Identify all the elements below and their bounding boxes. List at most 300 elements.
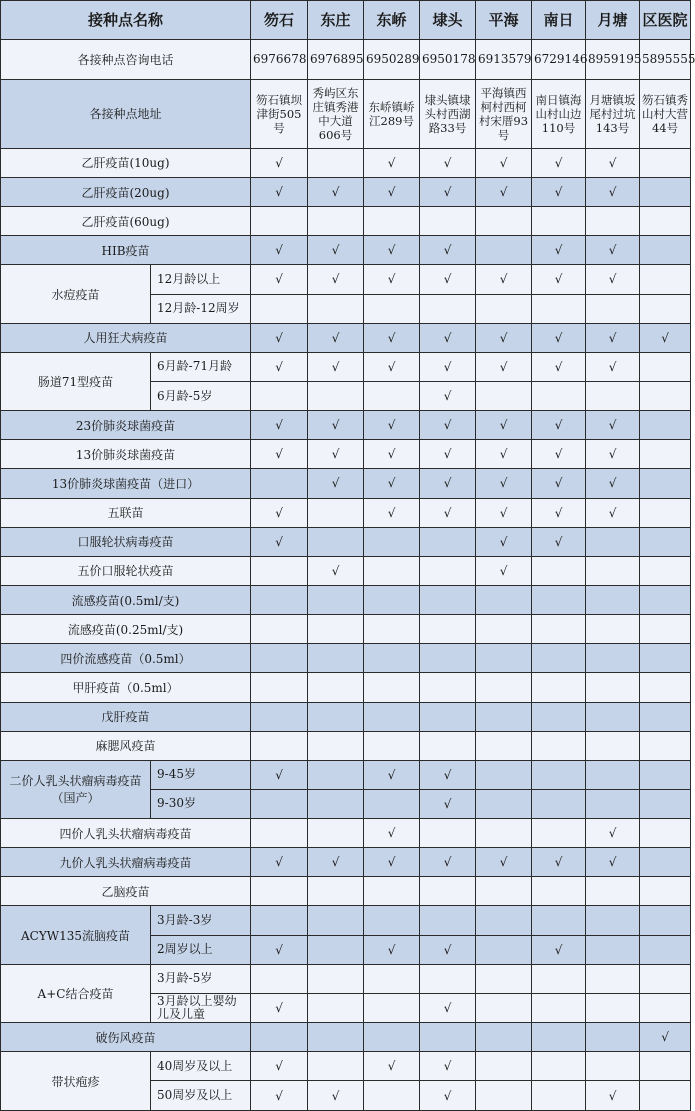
- availability-cell: [586, 207, 640, 236]
- availability-cell: [308, 469, 364, 498]
- availability-cell: [586, 585, 640, 614]
- check-mark: √: [275, 418, 283, 433]
- availability-cell: [251, 527, 308, 556]
- availability-cell: [420, 381, 476, 410]
- check-mark: √: [443, 1000, 452, 1015]
- check-mark: √: [554, 447, 563, 462]
- availability-cell: [364, 527, 420, 556]
- check-mark: √: [499, 418, 508, 433]
- availability-cell: [640, 906, 691, 935]
- availability-cell: [476, 148, 532, 177]
- availability-cell: [586, 469, 640, 498]
- availability-cell: [532, 702, 586, 731]
- check-mark: √: [443, 359, 452, 374]
- availability-cell: [251, 1052, 308, 1081]
- availability-cell: [420, 993, 476, 1022]
- availability-cell: [532, 760, 586, 789]
- vaccine-row: [1, 527, 691, 556]
- availability-cell: [364, 906, 420, 935]
- vaccine-name: 甲肝疫苗（0.5ml）: [1, 673, 251, 702]
- vaccine-row: [1, 236, 691, 265]
- availability-cell: [586, 848, 640, 877]
- check-mark: √: [275, 272, 283, 287]
- vaccine-row: [1, 265, 691, 294]
- availability-cell: [308, 498, 364, 527]
- availability-cell: [364, 731, 420, 760]
- availability-cell: [364, 236, 420, 265]
- availability-cell: [420, 469, 476, 498]
- availability-cell: [308, 207, 364, 236]
- availability-cell: [640, 207, 691, 236]
- availability-cell: [251, 207, 308, 236]
- age-group: 9-45岁: [151, 760, 251, 789]
- availability-cell: [420, 498, 476, 527]
- vaccine-name: 乙脑疫苗: [1, 877, 251, 906]
- availability-cell: [532, 615, 586, 644]
- availability-cell: [251, 177, 308, 206]
- check-mark: √: [275, 1000, 283, 1015]
- check-mark: √: [443, 418, 452, 433]
- availability-cell: [420, 148, 476, 177]
- check-mark: √: [608, 243, 617, 258]
- check-mark: √: [443, 505, 452, 520]
- availability-cell: [420, 585, 476, 614]
- check-mark: √: [331, 185, 340, 200]
- availability-cell: [640, 702, 691, 731]
- check-mark: √: [387, 155, 396, 170]
- check-mark: √: [387, 243, 396, 258]
- site-address: 平海镇西柯村西柯村宋厝93号: [476, 79, 532, 148]
- availability-cell: [308, 615, 364, 644]
- availability-cell: [640, 556, 691, 585]
- availability-cell: [476, 906, 532, 935]
- check-mark: √: [554, 476, 563, 491]
- vaccine-row: [1, 498, 691, 527]
- availability-cell: [586, 1023, 640, 1052]
- site-name: 东峤: [364, 1, 420, 40]
- availability-cell: [476, 819, 532, 848]
- availability-cell: [308, 556, 364, 585]
- availability-cell: [308, 236, 364, 265]
- vaccine-name: 乙肝疫苗(60ug): [1, 207, 251, 236]
- availability-cell: [476, 323, 532, 352]
- availability-cell: [308, 877, 364, 906]
- check-mark: √: [275, 1059, 283, 1074]
- availability-cell: [251, 760, 308, 789]
- check-mark: √: [275, 1088, 283, 1103]
- vaccine-name: 流感疫苗(0.5ml/支): [1, 585, 251, 614]
- availability-cell: [640, 440, 691, 469]
- availability-cell: [586, 352, 640, 381]
- site-name: 平海: [476, 1, 532, 40]
- availability-cell: [586, 906, 640, 935]
- check-mark: √: [499, 359, 508, 374]
- availability-cell: [586, 323, 640, 352]
- availability-cell: [308, 411, 364, 440]
- site-address: 笏石镇坝津街505号: [251, 79, 308, 148]
- availability-cell: [532, 731, 586, 760]
- vaccine-name: HIB疫苗: [1, 236, 251, 265]
- address-row: [1, 79, 691, 148]
- site-name: 月塘: [586, 1, 640, 40]
- availability-cell: [586, 148, 640, 177]
- availability-cell: [476, 585, 532, 614]
- availability-cell: [308, 1081, 364, 1111]
- availability-cell: [532, 352, 586, 381]
- availability-cell: [532, 440, 586, 469]
- availability-cell: [640, 935, 691, 964]
- availability-cell: [640, 1023, 691, 1052]
- availability-cell: [532, 148, 586, 177]
- check-mark: √: [443, 1059, 452, 1074]
- check-mark: √: [331, 418, 340, 433]
- availability-cell: [251, 1081, 308, 1111]
- age-group: 3月龄-5岁: [151, 964, 251, 993]
- check-mark: √: [499, 855, 508, 870]
- availability-cell: [420, 644, 476, 673]
- availability-cell: [308, 993, 364, 1022]
- availability-cell: [532, 848, 586, 877]
- availability-cell: [476, 556, 532, 585]
- check-mark: √: [275, 359, 283, 374]
- availability-cell: [586, 993, 640, 1022]
- check-mark: √: [331, 272, 340, 287]
- age-group: 3月龄以上婴幼儿及儿童: [151, 993, 251, 1022]
- availability-cell: [420, 935, 476, 964]
- availability-cell: [476, 760, 532, 789]
- check-mark: √: [387, 418, 396, 433]
- phone-number: 5895555: [640, 39, 691, 79]
- availability-cell: [532, 935, 586, 964]
- availability-cell: [364, 789, 420, 818]
- vaccine-name: 五联苗: [1, 498, 251, 527]
- check-mark: √: [387, 272, 396, 287]
- phone-number: 6950178: [420, 39, 476, 79]
- availability-cell: [586, 527, 640, 556]
- availability-cell: [420, 1023, 476, 1052]
- check-mark: √: [661, 330, 669, 345]
- vaccine-name: 九价人乳头状瘤病毒疫苗: [1, 848, 251, 877]
- availability-cell: [364, 323, 420, 352]
- vaccine-name: 破伤风疫苗: [1, 1023, 251, 1052]
- phone-row: [1, 39, 691, 79]
- availability-cell: [251, 731, 308, 760]
- check-mark: √: [387, 185, 396, 200]
- check-mark: √: [443, 447, 452, 462]
- availability-cell: [364, 935, 420, 964]
- availability-cell: [308, 1023, 364, 1052]
- availability-cell: [586, 440, 640, 469]
- age-group: 3月龄-3岁: [151, 906, 251, 935]
- vaccine-row: [1, 1052, 691, 1081]
- availability-cell: [532, 789, 586, 818]
- vaccine-name: 麻腮风疫苗: [1, 731, 251, 760]
- vaccine-row: [1, 440, 691, 469]
- availability-cell: [476, 527, 532, 556]
- site-address: 秀屿区东庄镇秀港中大道606号: [308, 79, 364, 148]
- check-mark: √: [443, 185, 452, 200]
- availability-cell: [586, 411, 640, 440]
- availability-cell: [308, 381, 364, 410]
- check-mark: √: [443, 855, 452, 870]
- vaccine-name: 肠道71型疫苗: [1, 352, 151, 410]
- availability-cell: [532, 1052, 586, 1081]
- check-mark: √: [554, 155, 563, 170]
- age-group: 50周岁及以上: [151, 1081, 251, 1111]
- check-mark: √: [331, 243, 340, 258]
- availability-cell: [476, 411, 532, 440]
- vaccine-name: 带状疱疹: [1, 1052, 151, 1111]
- availability-cell: [640, 760, 691, 789]
- vaccine-row: [1, 673, 691, 702]
- availability-cell: [364, 411, 420, 440]
- availability-cell: [251, 294, 308, 323]
- availability-cell: [308, 702, 364, 731]
- check-mark: √: [275, 185, 283, 200]
- availability-cell: [640, 731, 691, 760]
- check-mark: √: [499, 505, 508, 520]
- vaccine-row: [1, 702, 691, 731]
- availability-cell: [364, 964, 420, 993]
- availability-cell: [251, 644, 308, 673]
- availability-cell: [364, 615, 420, 644]
- availability-cell: [532, 527, 586, 556]
- availability-cell: [640, 1081, 691, 1111]
- availability-cell: [640, 673, 691, 702]
- check-mark: √: [608, 447, 617, 462]
- vaccine-row: [1, 148, 691, 177]
- age-group: 12月龄以上: [151, 265, 251, 294]
- availability-cell: [586, 1052, 640, 1081]
- availability-cell: [476, 1052, 532, 1081]
- check-mark: √: [387, 359, 396, 374]
- availability-cell: [586, 760, 640, 789]
- availability-cell: [251, 148, 308, 177]
- availability-cell: [308, 673, 364, 702]
- site-address: 埭头镇埭头村西湖路33号: [420, 79, 476, 148]
- availability-cell: [532, 993, 586, 1022]
- address-label: 各接种点地址: [1, 79, 251, 148]
- availability-cell: [420, 702, 476, 731]
- availability-cell: [476, 1023, 532, 1052]
- availability-cell: [308, 848, 364, 877]
- check-mark: √: [331, 563, 340, 578]
- availability-cell: [586, 615, 640, 644]
- check-mark: √: [275, 534, 283, 549]
- availability-cell: [251, 673, 308, 702]
- check-mark: √: [608, 359, 617, 374]
- availability-cell: [251, 265, 308, 294]
- phone-number: 6976678: [251, 39, 308, 79]
- availability-cell: [420, 265, 476, 294]
- check-mark: √: [499, 330, 508, 345]
- phone-number: 6950289: [364, 39, 420, 79]
- availability-cell: [640, 585, 691, 614]
- availability-cell: [420, 877, 476, 906]
- availability-cell: [476, 265, 532, 294]
- check-mark: √: [387, 476, 396, 491]
- check-mark: √: [275, 243, 283, 258]
- vaccine-row: [1, 819, 691, 848]
- availability-cell: [476, 352, 532, 381]
- availability-cell: [420, 673, 476, 702]
- availability-cell: [251, 906, 308, 935]
- availability-cell: [251, 469, 308, 498]
- availability-cell: [420, 411, 476, 440]
- availability-cell: [532, 673, 586, 702]
- availability-cell: [476, 498, 532, 527]
- availability-cell: [420, 964, 476, 993]
- check-mark: √: [275, 447, 283, 462]
- site-address: 东峤镇峤江289号: [364, 79, 420, 148]
- vaccine-name: 四价人乳头状瘤病毒疫苗: [1, 819, 251, 848]
- check-mark: √: [443, 1088, 452, 1103]
- availability-cell: [420, 440, 476, 469]
- availability-cell: [364, 148, 420, 177]
- availability-cell: [532, 265, 586, 294]
- availability-cell: [251, 848, 308, 877]
- check-mark: √: [331, 1088, 340, 1103]
- check-mark: √: [443, 796, 452, 811]
- availability-cell: [476, 644, 532, 673]
- check-mark: √: [387, 1059, 396, 1074]
- vaccine-name: 流感疫苗(0.25ml/支): [1, 615, 251, 644]
- availability-cell: [251, 702, 308, 731]
- availability-cell: [420, 323, 476, 352]
- availability-cell: [586, 673, 640, 702]
- check-mark: √: [499, 272, 508, 287]
- vaccine-name: 口服轮状病毒疫苗: [1, 527, 251, 556]
- availability-cell: [420, 906, 476, 935]
- availability-cell: [364, 1081, 420, 1111]
- check-mark: √: [387, 330, 396, 345]
- vaccine-name: 乙肝疫苗(10ug): [1, 148, 251, 177]
- availability-cell: [251, 411, 308, 440]
- availability-cell: [364, 673, 420, 702]
- availability-cell: [364, 352, 420, 381]
- availability-cell: [640, 789, 691, 818]
- check-mark: √: [443, 476, 452, 491]
- vaccine-row: [1, 469, 691, 498]
- check-mark: √: [554, 243, 563, 258]
- availability-cell: [586, 731, 640, 760]
- availability-cell: [420, 527, 476, 556]
- check-mark: √: [275, 505, 283, 520]
- availability-cell: [251, 819, 308, 848]
- availability-cell: [420, 731, 476, 760]
- check-mark: √: [554, 855, 563, 870]
- vaccine-row: [1, 177, 691, 206]
- vaccine-row: [1, 644, 691, 673]
- vaccine-row: [1, 556, 691, 585]
- availability-cell: [308, 935, 364, 964]
- availability-cell: [251, 789, 308, 818]
- availability-cell: [308, 352, 364, 381]
- availability-cell: [532, 906, 586, 935]
- vaccine-row: [1, 848, 691, 877]
- vaccine-name: 四价流感疫苗（0.5ml）: [1, 644, 251, 673]
- availability-cell: [532, 381, 586, 410]
- check-mark: √: [608, 272, 617, 287]
- phone-label: 各接种点咨询电话: [1, 39, 251, 79]
- check-mark: √: [608, 476, 617, 491]
- check-mark: √: [554, 330, 563, 345]
- availability-cell: [420, 848, 476, 877]
- vaccine-name: 戊肝疫苗: [1, 702, 251, 731]
- availability-cell: [308, 323, 364, 352]
- availability-cell: [251, 323, 308, 352]
- availability-cell: [476, 935, 532, 964]
- availability-cell: [308, 964, 364, 993]
- check-mark: √: [499, 155, 508, 170]
- check-mark: √: [608, 330, 617, 345]
- availability-cell: [640, 964, 691, 993]
- availability-cell: [420, 1052, 476, 1081]
- availability-cell: [364, 469, 420, 498]
- availability-cell: [364, 381, 420, 410]
- availability-cell: [586, 789, 640, 818]
- availability-cell: [476, 1081, 532, 1111]
- check-mark: √: [275, 330, 283, 345]
- site-name: 区医院: [640, 1, 691, 40]
- availability-cell: [420, 615, 476, 644]
- check-mark: √: [608, 826, 617, 841]
- check-mark: √: [443, 767, 452, 782]
- availability-cell: [251, 585, 308, 614]
- availability-cell: [640, 236, 691, 265]
- availability-cell: [476, 964, 532, 993]
- availability-cell: [640, 848, 691, 877]
- phone-number: 6729146: [532, 39, 586, 79]
- availability-cell: [308, 1052, 364, 1081]
- availability-cell: [640, 993, 691, 1022]
- vaccine-row: [1, 207, 691, 236]
- availability-cell: [364, 498, 420, 527]
- check-mark: √: [554, 185, 563, 200]
- availability-cell: [420, 207, 476, 236]
- availability-cell: [364, 585, 420, 614]
- availability-cell: [586, 265, 640, 294]
- check-mark: √: [275, 155, 283, 170]
- availability-cell: [308, 585, 364, 614]
- availability-cell: [364, 556, 420, 585]
- check-mark: √: [331, 359, 340, 374]
- header-title: 接种点名称: [1, 1, 251, 40]
- availability-cell: [640, 265, 691, 294]
- check-mark: √: [387, 855, 396, 870]
- availability-cell: [640, 177, 691, 206]
- availability-cell: [532, 1023, 586, 1052]
- availability-cell: [420, 177, 476, 206]
- check-mark: √: [387, 505, 396, 520]
- vaccine-row: [1, 615, 691, 644]
- age-group: 6月龄-71月龄: [151, 352, 251, 381]
- availability-cell: [640, 323, 691, 352]
- age-group: 12月龄-12周岁: [151, 294, 251, 323]
- availability-cell: [364, 265, 420, 294]
- check-mark: √: [554, 418, 563, 433]
- vaccine-name: 13价肺炎球菌疫苗（进口）: [1, 469, 251, 498]
- availability-cell: [251, 381, 308, 410]
- check-mark: √: [661, 1030, 669, 1045]
- check-mark: √: [443, 330, 452, 345]
- check-mark: √: [331, 855, 340, 870]
- vaccine-name: 五价口服轮状疫苗: [1, 556, 251, 585]
- availability-cell: [364, 702, 420, 731]
- vaccine-name: ACYW135流脑疫苗: [1, 906, 151, 964]
- vaccine-row: [1, 964, 691, 993]
- availability-cell: [532, 177, 586, 206]
